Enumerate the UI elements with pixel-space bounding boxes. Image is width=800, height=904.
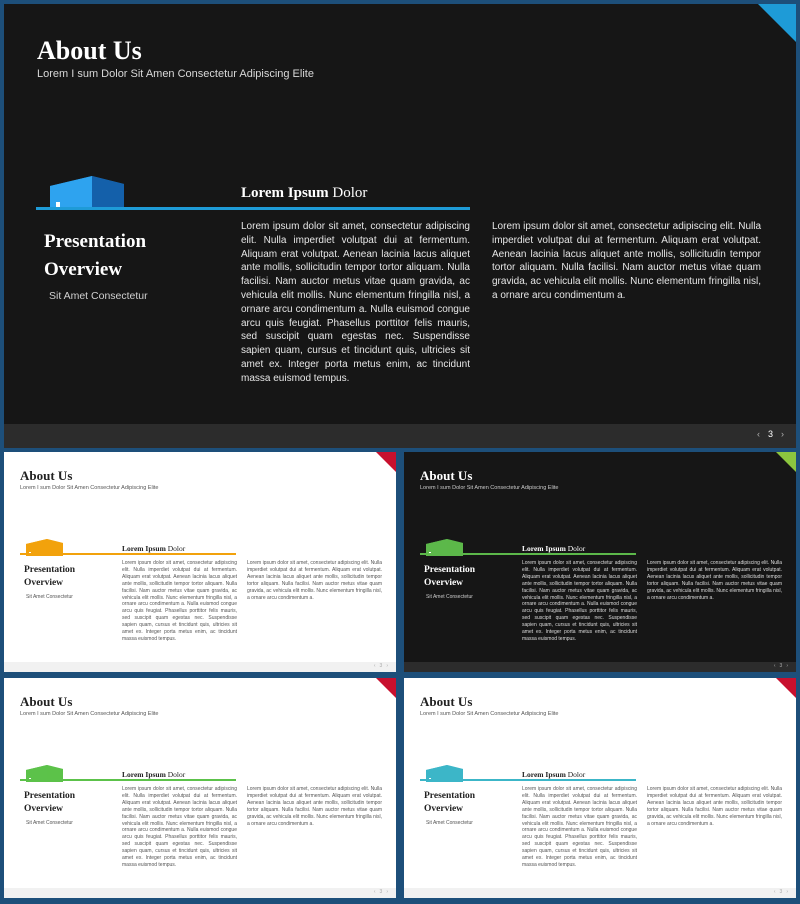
section-rule [36,207,470,210]
page-number: 3 [379,889,383,895]
slide-thumbnail-orange[interactable] [4,452,396,672]
body-column-2: Lorem ipsum dolor sit amet, consectetur adipiscing elit. Nulla imperdiet volutpat dui at fermentum. Aliquam erat volutpat. Aenean lacinia lacus aliquet ante mollis, sollicitudin tempor tortor aliquam. Nulla facilisi. Nam auctor metus vitae quam gravida, ac vehicula elit mollis. Nunc elementum fringilla nisl, a ornare arcu condimentum a. [247,560,382,601]
corner-fold-icon [758,4,796,42]
section-heading: Lorem Ipsum Dolor [122,770,186,779]
presentation-overview-heading: Presentation Overview [44,231,147,280]
next-arrow-icon[interactable]: › [386,889,388,895]
prev-arrow-icon[interactable]: ‹ [773,663,776,669]
body-column-1: Lorem ipsum dolor sit amet, consectetur adipiscing elit. Nulla imperdiet volutpat dui at fermentum. Aliquam erat volutpat. Aenean lacinia lacus aliquet ante mollis, sollicitudin tempor tortor aliquam. Nulla facilisi. Nam auctor metus vitae quam gravida, ac vehicula elit mollis. Nunc elementum fringilla nisl, a ornare arcu condimentum a. Nulla euismod congue arcu quis feugiat. Phasellus porttitor felis mauris, sed suscipit quam egestas nec. Suspendisse sapien quam, cursus et tincidunt quis, ultricies sit amet ex. Integer porta metus enim, ac tincidunt massa euismod tempus. [522,786,637,868]
prev-arrow-icon[interactable]: ‹ [756,429,760,439]
section-rule [420,553,636,555]
body-column-1: Lorem ipsum dolor sit amet, consectetur adipiscing elit. Nulla imperdiet volutpat dui at fermentum. Aliquam erat volutpat. Aenean lacinia lacus aliquet ante mollis, sollicitudin tempor tortor aliquam. Nulla facilisi. Nam auctor metus vitae quam gravida, ac vehicula elit mollis. Nunc elementum fringilla nisl, a ornare arcu condimentum a. Nulla euismod congue arcu quis feugiat. Phasellus porttitor felis mauris, sed suscipit quam egestas nec. Suspendisse sapien quam, cursus et tincidunt quis, ultricies sit amet ex. Integer porta metus enim, ac tincidunt massa euismod tempus. [122,786,237,868]
pager [774,663,788,669]
building-icon [44,170,124,210]
slide-footer [4,888,396,898]
presentation-subtitle: Sit Amet Consectetur [426,820,473,826]
prev-arrow-icon[interactable]: ‹ [373,663,376,669]
page-number: 3 [379,663,383,669]
body-column-2: Lorem ipsum dolor sit amet, consectetur adipiscing elit. Nulla imperdiet volutpat dui at fermentum. Aliquam erat volutpat. Aenean lacinia lacus aliquet ante mollis, sollicitudin tempor tortor aliquam. Nulla facilisi. Nam auctor metus vitae quam gravida, ac vehicula elit mollis. Nunc elementum fringilla nisl, a ornare arcu condimentum a. [647,560,782,601]
prev-arrow-icon[interactable]: ‹ [373,889,376,895]
slide-subtitle: Lorem I sum Dolor Sit Amen Consectetur Adipiscing Elite [420,711,559,717]
slide-title: About Us [20,694,73,709]
corner-fold-icon [376,452,396,472]
section-rule [420,779,636,781]
slide-thumbnail-green[interactable] [4,678,396,898]
body-column-1: Lorem ipsum dolor sit amet, consectetur adipiscing elit. Nulla imperdiet volutpat dui at fermentum. Aliquam erat volutpat. Aenean lacinia lacus aliquet ante mollis, sollicitudin tempor tortor aliquam. Nulla facilisi. Nam auctor metus vitae quam gravida, ac vehicula elit mollis. Nunc elementum fringilla nisl, a ornare arcu condimentum a. Nulla euismod congue arcu quis feugiat. Phasellus porttitor felis mauris, sed suscipit quam egestas nec. Suspendisse sapien quam, cursus et tincidunt quis, ultricies sit amet ex. Integer porta metus enim, ac tincidunt massa euismod tempus. [522,560,637,642]
slide-title: About Us [420,694,473,709]
slide-title: About Us [37,36,142,65]
page-number: 3 [779,889,783,895]
next-arrow-icon[interactable]: › [781,429,784,439]
slide-subtitle: Lorem I sum Dolor Sit Amen Consectetur Adipiscing Elite [420,485,559,491]
slide-footer [404,888,796,898]
slide-footer [4,662,396,672]
corner-fold-icon [776,678,796,698]
slide-thumbnail-green-dark[interactable] [404,452,796,672]
presentation-overview-heading: Presentation Overview [424,791,476,814]
pager [374,889,388,895]
presentation-subtitle: Sit Amet Consectetur [26,594,73,600]
body-column-2: Lorem ipsum dolor sit amet, consectetur adipiscing elit. Nulla imperdiet volutpat dui at fermentum. Aliquam erat volutpat. Aenean lacinia lacus aliquet ante mollis, sollicitudin tempor tortor aliquam. Nulla facilisi. Nam auctor metus vitae quam gravida, ac vehicula elit mollis. Nunc elementum fringilla nisl, a ornare arcu condimentum a. [492,221,762,301]
slide-footer [4,424,796,448]
slide-footer [404,662,796,672]
section-rule [20,553,236,555]
presentation-subtitle: Sit Amet Consectetur [49,290,148,302]
body-column-1: Lorem ipsum dolor sit amet, consectetur adipiscing elit. Nulla imperdiet volutpat dui at fermentum. Aliquam erat volutpat. Aenean lacinia lacus aliquet ante mollis, sollicitudin tempor tortor aliquam. Nulla facilisi. Nam auctor metus vitae quam gravida, ac vehicula elit mollis. Nunc elementum fringilla nisl, a ornare arcu condimentum a. Nulla euismod congue arcu quis feugiat. Phasellus porttitor felis mauris, sed suscipit quam egestas nec. Suspendisse sapien quam, cursus et tincidunt quis, ultricies sit amet ex. Integer porta metus enim, ac tincidunt massa euismod tempus. [122,560,237,642]
next-arrow-icon[interactable]: › [786,663,788,669]
corner-fold-icon [376,678,396,698]
presentation-overview-heading: Presentation Overview [424,565,476,588]
section-heading: Lorem Ipsum Dolor [241,185,368,201]
section-heading: Lorem Ipsum Dolor [522,544,586,553]
next-arrow-icon[interactable]: › [386,663,388,669]
section-heading: Lorem Ipsum Dolor [522,770,586,779]
main-slide [4,4,796,448]
slide-thumbnail-teal[interactable] [404,678,796,898]
body-column-1: Lorem ipsum dolor sit amet, consectetur adipiscing elit. Nulla imperdiet volutpat dui at fermentum. Aliquam erat volutpat. Aenean lacinia lacus aliquet ante mollis, sollicitudin tempor tortor aliquam. Nulla facilisi. Nam auctor metus vitae quam gravida, ac vehicula elit mollis. Nunc elementum fringilla nisl, a ornare arcu condimentum a. Nulla euismod congue arcu quis feugiat. Phasellus porttitor felis mauris, sed suscipit quam egestas nec. Suspendisse sapien quam, cursus et tincidunt quis, ultricies sit amet ex. Integer porta metus enim, ac tincidunt massa euismod tempus. [241,221,470,384]
slide-subtitle: Lorem I sum Dolor Sit Amen Consectetur Adipiscing Elite [20,711,159,717]
slide-title: About Us [420,468,473,483]
prev-arrow-icon[interactable]: ‹ [773,889,776,895]
slide-title: About Us [20,468,73,483]
pager [774,889,788,895]
pager [757,429,784,439]
next-arrow-icon[interactable]: › [786,889,788,895]
body-column-2: Lorem ipsum dolor sit amet, consectetur adipiscing elit. Nulla imperdiet volutpat dui at fermentum. Aliquam erat volutpat. Aenean lacinia lacus aliquet ante mollis, sollicitudin tempor tortor aliquam. Nulla facilisi. Nam auctor metus vitae quam gravida, ac vehicula elit mollis. Nunc elementum fringilla nisl, a ornare arcu condimentum a. [247,786,382,827]
presentation-subtitle: Sit Amet Consectetur [426,594,473,600]
presentation-subtitle: Sit Amet Consectetur [26,820,73,826]
body-column-2: Lorem ipsum dolor sit amet, consectetur adipiscing elit. Nulla imperdiet volutpat dui at fermentum. Aliquam erat volutpat. Aenean lacinia lacus aliquet ante mollis, sollicitudin tempor tortor aliquam. Nulla facilisi. Nam auctor metus vitae quam gravida, ac vehicula elit mollis. Nunc elementum fringilla nisl, a ornare arcu condimentum a. [647,786,782,827]
page-number: 3 [767,429,773,439]
corner-fold-icon [776,452,796,472]
slide-subtitle: Lorem I sum Dolor Sit Amen Consectetur Adipiscing Elite [20,485,159,491]
presentation-overview-heading: Presentation Overview [24,565,76,588]
section-heading: Lorem Ipsum Dolor [122,544,186,553]
pager [374,663,388,669]
slide-subtitle: Lorem I sum Dolor Sit Amen Consectetur Adipiscing Elite [37,68,314,80]
presentation-overview-heading: Presentation Overview [24,791,76,814]
section-rule [20,779,236,781]
page-number: 3 [779,663,783,669]
